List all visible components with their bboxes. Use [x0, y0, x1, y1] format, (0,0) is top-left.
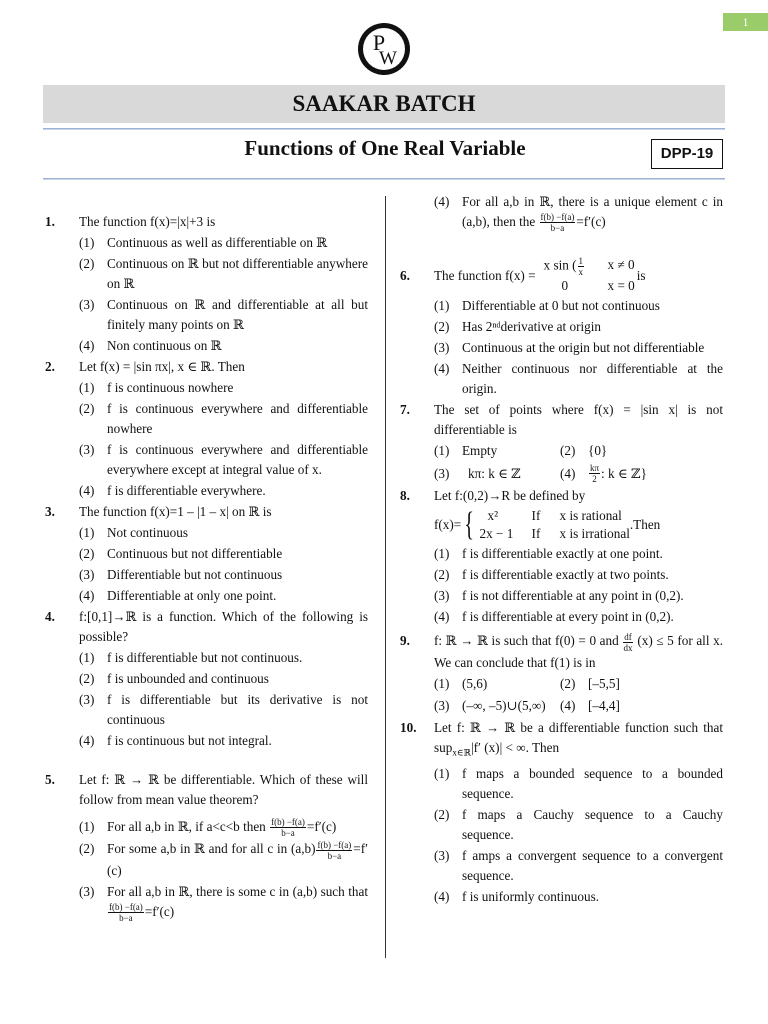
column-divider	[385, 196, 386, 958]
question-number: 1.	[45, 214, 55, 229]
option-number: (2)	[560, 443, 576, 459]
option-number: (3)	[434, 697, 450, 713]
piece-row-1	[544, 256, 635, 277]
left-column	[45, 212, 368, 924]
option-text: Continuous on ℝ and differentiable at all but finitely many points on ℝ	[107, 297, 368, 332]
piecewise-rows	[480, 507, 630, 543]
option-number: (4)	[79, 588, 95, 603]
pw-logo	[357, 22, 411, 76]
question-rest: (x) ≤ 5 for all x. We can conclude that f(1) is in	[434, 633, 723, 670]
option-text: (–∞, –5)∪(5,∞)	[462, 697, 546, 713]
option-number: (3)	[79, 883, 95, 899]
option-number: (4)	[560, 465, 576, 481]
option-number: (4)	[434, 609, 450, 625]
option-number: (1)	[79, 235, 95, 250]
equation-tail: =f′(c)	[107, 841, 369, 878]
mvt-fraction	[316, 840, 352, 861]
logo-letter-p: P	[372, 30, 386, 55]
question-4	[45, 607, 368, 647]
option-text: f is differentiable everywhere.	[107, 483, 266, 498]
q7-option-4	[560, 463, 686, 484]
q9-option-1	[434, 674, 560, 694]
question-8	[400, 486, 723, 506]
q2-option-2	[79, 399, 368, 439]
q1-option-3	[79, 295, 368, 335]
option-number: (2)	[79, 546, 95, 561]
derivative-fraction	[623, 632, 633, 653]
fraction-denominator: b−a	[327, 850, 342, 861]
right-column	[400, 192, 723, 908]
question-7	[400, 400, 723, 440]
q8-option-3	[434, 586, 723, 606]
question-6	[400, 256, 723, 295]
question-lead: f: ℝ → ℝ is such that f(0) = 0 and	[434, 633, 619, 649]
option-text: f is continuous but not integral.	[107, 733, 272, 748]
option-text: [–5,5]	[588, 675, 620, 691]
option-text: f is differentiable at every point in (0,2).	[462, 609, 674, 625]
option-text: Continuous as well as differentiable on ℝ	[107, 235, 328, 250]
option-text: [–4,4]	[588, 697, 620, 713]
option-text: f is continuous everywhere and differentiable everywhere except at integral value of x.	[107, 442, 368, 477]
q7-options-row-1	[434, 441, 723, 461]
mvt-fraction	[540, 212, 576, 233]
option-prefix: For all a,b in ℝ, there is a unique element c in	[462, 194, 723, 209]
option-number: (2)	[79, 401, 95, 416]
q3-option-3	[79, 565, 368, 585]
option-text: f is differentiable but its derivative is not continuous	[107, 692, 368, 727]
option-number: (2)	[79, 841, 95, 857]
option-then: (a,b), then the	[462, 214, 536, 229]
option-text: f maps a Cauchy sequence to a Cauchy sequence.	[462, 806, 723, 842]
question-number: 3.	[45, 504, 55, 519]
q1-option-4	[79, 336, 368, 356]
q10-option-3	[434, 846, 723, 886]
q6-option-3	[434, 338, 723, 358]
option-number: (3)	[434, 340, 450, 356]
q10-option-2	[434, 805, 723, 845]
q5-option-3	[79, 882, 368, 923]
option-number: (1)	[79, 380, 95, 395]
option-text: f is unbounded and continuous	[107, 671, 269, 686]
question-lead: The function f(x) =	[434, 267, 536, 283]
q8-option-4	[434, 607, 723, 627]
question-number: 10.	[400, 719, 417, 735]
q10-option-4	[434, 887, 723, 907]
option-fraction	[589, 463, 600, 484]
mvt-fraction	[108, 902, 144, 923]
question-tail: is	[636, 267, 646, 283]
header-rule-top	[43, 128, 725, 129]
option-text	[107, 817, 368, 838]
piece-row-1	[480, 507, 630, 525]
option-text: Non continuous on ℝ	[107, 338, 222, 353]
fraction-denominator: b−a	[119, 913, 133, 924]
question-number: 8.	[400, 488, 410, 504]
option-text: Empty	[462, 443, 498, 459]
logo-letter-w: W	[379, 48, 397, 69]
option-text: f is continuous everywhere and differentiable nowhere	[107, 401, 368, 436]
option-text: (5,6)	[462, 675, 488, 691]
option-text: Continuous on ℝ but not differentiable anywhere on ℝ	[107, 256, 368, 291]
fraction-denominator: 2	[592, 474, 597, 485]
option-number: (3)	[434, 588, 450, 604]
option-number: (2)	[79, 671, 95, 686]
q9-option-4	[560, 696, 686, 716]
q2-option-4	[79, 481, 368, 501]
fraction-denominator: dx	[623, 642, 633, 653]
question-text	[434, 256, 723, 295]
question-text: Let f(x) = |sin πx|, x ∈ ℝ. Then	[79, 359, 245, 374]
question-3	[45, 502, 368, 522]
batch-banner: SAAKAR BATCH	[43, 85, 725, 123]
q7-options-row-2	[434, 463, 723, 484]
question-number: 4.	[45, 609, 55, 624]
q6-option-1	[434, 296, 723, 316]
interval-ab: (a,b)	[290, 841, 316, 857]
spacer	[400, 234, 723, 256]
option-number: (4)	[434, 194, 450, 209]
q5-option-1	[79, 817, 368, 838]
equation-tail: =f′(c)	[144, 903, 175, 919]
question-2	[45, 357, 368, 377]
piecewise-definition	[434, 507, 660, 543]
question-text	[434, 631, 723, 672]
option-number: (3)	[79, 692, 95, 707]
q7-option-2	[560, 441, 686, 461]
fraction-numerator: f(b) −f(a)	[271, 817, 305, 828]
option-number: (2)	[434, 567, 450, 583]
option-number: (4)	[79, 483, 95, 498]
option-prefix: For some a,b in ℝ and for all c in	[107, 841, 288, 857]
q4-option-2	[79, 669, 368, 689]
q9-options-row-1	[434, 674, 723, 694]
q4-option-3	[79, 690, 368, 730]
option-text: f maps a bounded sequence to a bounded sequence.	[462, 765, 723, 801]
option-number: (3)	[79, 567, 95, 582]
option-prefix: For all a,b in ℝ, if a<c<b then	[107, 819, 266, 834]
option-number: (4)	[79, 338, 95, 353]
dpp-badge: DPP-19	[651, 139, 723, 169]
q8-definition	[434, 507, 723, 543]
question-text: The function f(x)=1 – |1 – x| on ℝ is	[79, 504, 272, 519]
option-number: (4)	[434, 888, 450, 904]
piece-condition: x = 0	[607, 278, 635, 294]
piece-row-2	[544, 277, 635, 295]
expression-text: x sin (	[543, 258, 577, 273]
sup-subscript: x∈ℝ	[452, 747, 471, 758]
q9-option-2	[560, 674, 686, 694]
question-number: 7.	[400, 402, 410, 418]
fraction-numerator: kπ	[590, 463, 600, 474]
fraction-numerator: f(b) −f(a)	[317, 839, 352, 850]
q9-option-3	[434, 696, 560, 716]
option-text: {0}	[588, 443, 608, 459]
q3-option-2	[79, 544, 368, 564]
option-number: (1)	[79, 819, 95, 834]
q1-option-1	[79, 233, 368, 253]
q3-option-1	[79, 523, 368, 543]
question-number: 5.	[45, 772, 55, 787]
option-text: f is uniformly continuous.	[462, 888, 599, 904]
option-number: (1)	[434, 443, 450, 459]
option-prefix: For all a,b in ℝ, there is some c in (a,b) such	[107, 883, 345, 899]
option-text	[462, 192, 723, 233]
option-text: Continuous at the origin but not differentiable	[462, 340, 705, 356]
question-5	[45, 770, 368, 810]
q1-option-2	[79, 254, 368, 294]
question-text: Let f: ℝ → ℝ be differentiable. Which of these will follow from mean value theorem?	[79, 772, 368, 807]
option-text: Differentiable at only one point.	[107, 588, 277, 603]
option-number: (1)	[79, 650, 95, 665]
piece-condition: x is rational	[559, 508, 622, 524]
question-text: The set of points where f(x) = |sin x| is not differentiable is	[434, 402, 723, 438]
option-number: (2)	[434, 319, 450, 335]
option-number: (2)	[560, 675, 576, 691]
option-number: (1)	[434, 546, 450, 562]
option-text: kπ: k ∈ ℤ	[468, 465, 521, 481]
left-brace: {	[464, 506, 475, 544]
reciprocal-fraction	[578, 256, 585, 277]
option-text: Differentiable at 0 but not continuous	[462, 298, 660, 314]
option-number: (3)	[434, 847, 450, 863]
option-text: f is differentiable but not continuous.	[107, 650, 303, 665]
piece-expression: 2x − 1	[479, 526, 514, 542]
option-number: (2)	[434, 806, 450, 822]
piece-row-2	[480, 525, 630, 543]
option-number: (1)	[434, 675, 450, 691]
option-text: Neither continuous nor differentiable at the origin.	[462, 361, 723, 397]
option-number: (3)	[79, 442, 95, 457]
option-text: f amps a convergent sequence to a convergent sequence.	[462, 847, 723, 883]
question-1	[45, 212, 368, 232]
q8-option-2	[434, 565, 723, 585]
q8-option-1	[434, 544, 723, 564]
header-rule-bottom	[43, 178, 725, 179]
piece-expression: 0	[561, 278, 569, 294]
q5-option-4	[434, 192, 723, 233]
option-number: (4)	[434, 361, 450, 377]
option-text: : k ∈ ℤ}	[601, 465, 647, 481]
piecewise-definition	[544, 256, 646, 295]
q4-option-4	[79, 731, 368, 751]
fraction-numerator: f(b) −f(a)	[540, 212, 575, 223]
q9-options-row-2	[434, 696, 723, 716]
option-number: (3)	[79, 297, 95, 312]
option-number: (4)	[79, 733, 95, 748]
definition-tail: .Then	[629, 517, 661, 533]
option-text: f is differentiable exactly at one point.	[462, 546, 663, 562]
piece-expression: x²	[487, 508, 499, 524]
function-label: f(x)=	[434, 517, 462, 533]
q7-option-1	[434, 441, 560, 461]
fraction-denominator: b−a	[281, 828, 295, 839]
option-number: (1)	[434, 765, 450, 781]
option-number: (4)	[560, 697, 576, 713]
question-lead: Let f: ℝ → ℝ be a differentiable function such that sup	[434, 719, 723, 755]
q6-option-2	[434, 317, 723, 337]
option-text: Has 2ⁿᵈderivative at origin	[462, 319, 601, 335]
question-number: 9.	[400, 633, 410, 649]
equation-tail: =f′(c)	[306, 819, 337, 834]
q2-option-3	[79, 440, 368, 480]
q7-option-3	[434, 464, 560, 484]
option-number: (3)	[434, 465, 450, 481]
option-number: (2)	[79, 256, 95, 271]
piece-if: If	[531, 526, 541, 542]
question-9	[400, 631, 723, 672]
piece-expression	[544, 256, 608, 277]
question-number: 6.	[400, 267, 410, 283]
question-10	[400, 718, 723, 763]
piece-condition: x is irrational	[559, 526, 630, 542]
option-text: Continuous but not differentiable	[107, 546, 283, 561]
option-text: f is continuous nowhere	[107, 380, 234, 395]
mvt-fraction	[270, 817, 306, 838]
fraction-numerator: 1	[578, 256, 584, 267]
topic-title: Functions of One Real Variable	[244, 136, 526, 160]
option-number: (1)	[434, 298, 450, 314]
spacer	[45, 752, 368, 770]
fraction-denominator: x	[578, 267, 584, 278]
option-text: Not continuous	[107, 525, 188, 540]
piece-condition: x ≠ 0	[607, 257, 635, 273]
q4-option-1	[79, 648, 368, 668]
page-number: 1	[723, 13, 768, 31]
piece-if: If	[531, 508, 541, 524]
piecewise-rows	[544, 256, 635, 295]
option-text: f is differentiable exactly at two points.	[462, 567, 669, 583]
option-that: that	[348, 883, 369, 899]
option-text	[107, 839, 368, 880]
option-text	[107, 882, 368, 923]
question-text: f:[0,1]→ℝ is a function. Which of the following is possible?	[79, 609, 368, 644]
q3-option-4	[79, 586, 368, 606]
question-number: 2.	[45, 359, 55, 374]
question-text: The function f(x)=|x|+3 is	[79, 214, 216, 229]
question-text	[434, 718, 723, 763]
question-text: Let f:(0,2)→R be defined by	[434, 488, 586, 504]
option-number: (1)	[79, 525, 95, 540]
equation-tail: =f′(c)	[576, 214, 606, 229]
option-text: f is not differentiable at any point in (0,2).	[462, 588, 684, 604]
q2-option-1	[79, 378, 368, 398]
fraction-numerator: f(b) −f(a)	[109, 902, 143, 913]
q5-option-2	[79, 839, 368, 880]
q6-option-4	[434, 359, 723, 399]
fraction-numerator: df	[624, 631, 632, 642]
question-rest: |f′ (x)| < ∞. Then	[470, 739, 560, 755]
q10-option-1	[434, 764, 723, 804]
fraction-denominator: b−a	[550, 223, 565, 234]
option-text: Differentiable but not continuous	[107, 567, 283, 582]
